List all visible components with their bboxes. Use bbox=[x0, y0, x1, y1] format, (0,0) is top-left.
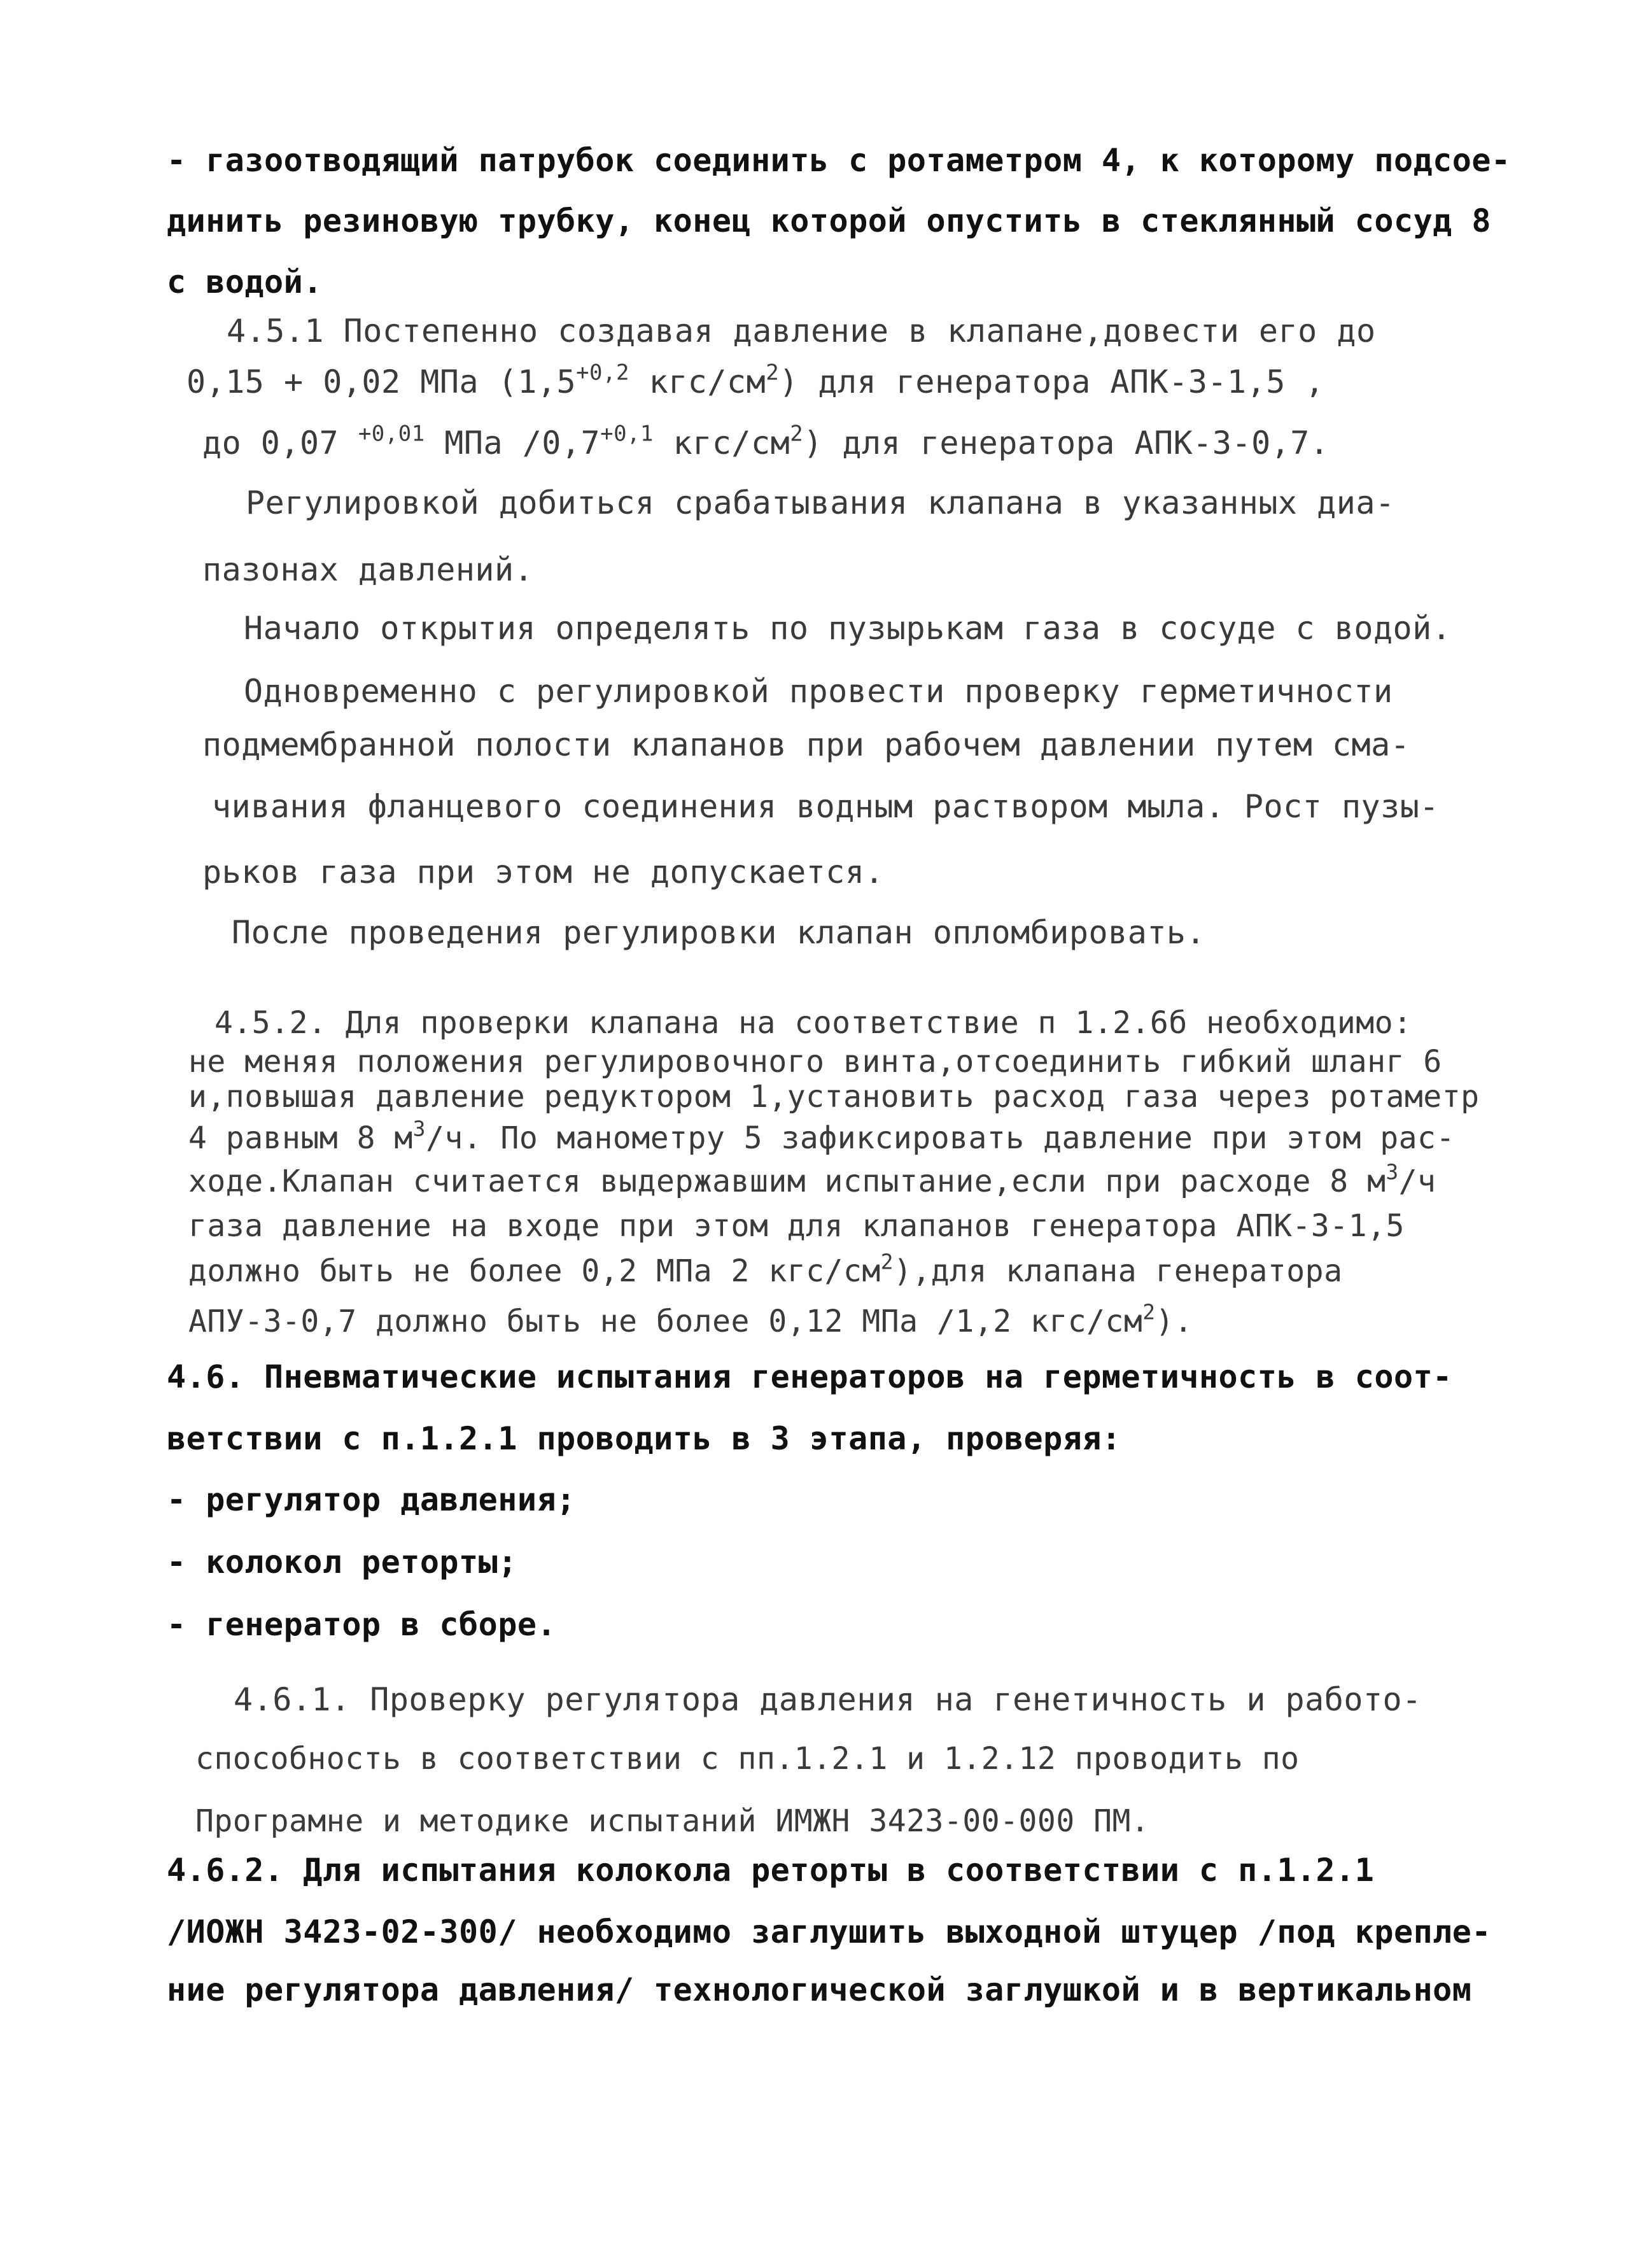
text-line-13: рьков газа при этом не допускается. bbox=[202, 854, 885, 891]
text-line-1: - газоотводящий патрубок соединить с ротаметром 4, к которому подсое- bbox=[167, 142, 1511, 179]
text-line-20: газа давление на входе при этом для клапанов генератора АПК-3-1,5 bbox=[188, 1208, 1405, 1244]
text-line-32: /ИОЖН 3423-02-300/ необходимо заглушить выходной штуцер /под крепле- bbox=[167, 1913, 1491, 1950]
text-line-25: - регулятор давления; bbox=[167, 1481, 576, 1518]
text-line-3: с водой. bbox=[167, 264, 323, 300]
text-line-8: пазонах давлений. bbox=[202, 551, 534, 588]
text-line-10: Одновременно с регулировкой провести проверку герметичности bbox=[244, 673, 1393, 710]
text-line-9: Начало открытия определять по пузырькам газа в сосуде с водой. bbox=[244, 610, 1452, 647]
text-line-17: и,повышая давление редуктором 1,установить расход газа через ротаметр bbox=[188, 1079, 1480, 1115]
text-line-18: 4 равным 8 $м^3/ч$. По манометру 5 зафиксировать давление при этом рас- bbox=[188, 1116, 1455, 1156]
text-line-21: должно быть не более 0,2 МПа 2 кгс/$см^2),для$ клапана генератора bbox=[188, 1250, 1343, 1289]
text-line-19: ходе.Клапан считается выдержавшим испытание,если при расходе 8 $м^3/ч$ bbox=[188, 1160, 1436, 1199]
text-line-2: динить резиновую трубку, конец которой опустить в стеклянный сосуд 8 bbox=[167, 202, 1491, 239]
text-line-11: подмембранной полости клапанов при рабочем давлении путем сма- bbox=[202, 726, 1410, 763]
text-line-31: 4.6.2. Для испытания колокола реторты в соответствии с п.1.2.1 bbox=[167, 1852, 1375, 1889]
text-line-12: чивания фланцевого соединения водным раствором мыла. Рост пузы- bbox=[212, 788, 1439, 825]
text-line-29: способность в соответствии с пп.1.2.1 и 1.2.12 проводить по bbox=[195, 1741, 1300, 1777]
text-line-33: ние регулятора давления/ технологической заглушкой и в вертикальном bbox=[167, 1971, 1472, 2008]
text-line-23: 4.6. Пневматические испытания генераторов на герметичность в соот- bbox=[167, 1358, 1452, 1395]
text-line-14: После проведения регулировки клапан опломбировать. bbox=[232, 914, 1206, 951]
text-line-4: 4.5.1 Постепенно создавая давление в клапане,довести его до bbox=[227, 313, 1376, 349]
text-line-28: 4.6.1. Проверку регулятора давления на генетичность и работо- bbox=[234, 1681, 1422, 1718]
text-line-15: 4.5.2. Для проверки клапана на соответствие п 1.2.6б необходимо: bbox=[214, 1005, 1412, 1041]
text-line-5: 0,15 + 0,02 МПа ($1,5^{+0,2}$ кгс/$см^2$) для генератора АПК-3-1,5 , bbox=[186, 360, 1325, 400]
text-line-30: Програмне и методике испытаний ИМЖН 3423-00-000 ПМ. bbox=[195, 1803, 1150, 1839]
text-line-7: Регулировкой добиться срабатывания клапана в указанных диа- bbox=[246, 484, 1395, 521]
text-line-27: - генератор в сборе. bbox=[167, 1606, 557, 1643]
text-line-22: АПУ-3-0,7 должно быть не более 0,12 МПа /1,2 кгс/$см^2$). bbox=[188, 1300, 1193, 1339]
text-line-16: не меняя положения регулировочного винта,отсоединить гибкий шланг 6 bbox=[188, 1044, 1442, 1080]
text-line-6: до 0,07 $^{+0,01}$ МПа $/0,7^{+0,1}$ кгс/$см^2$) для генератора АПК-3-0,7. bbox=[202, 421, 1330, 461]
text-line-24: ветствии с п.1.2.1 проводить в 3 этапа, проверяя: bbox=[167, 1420, 1121, 1457]
text-line-26: - колокол реторты; bbox=[167, 1544, 517, 1581]
